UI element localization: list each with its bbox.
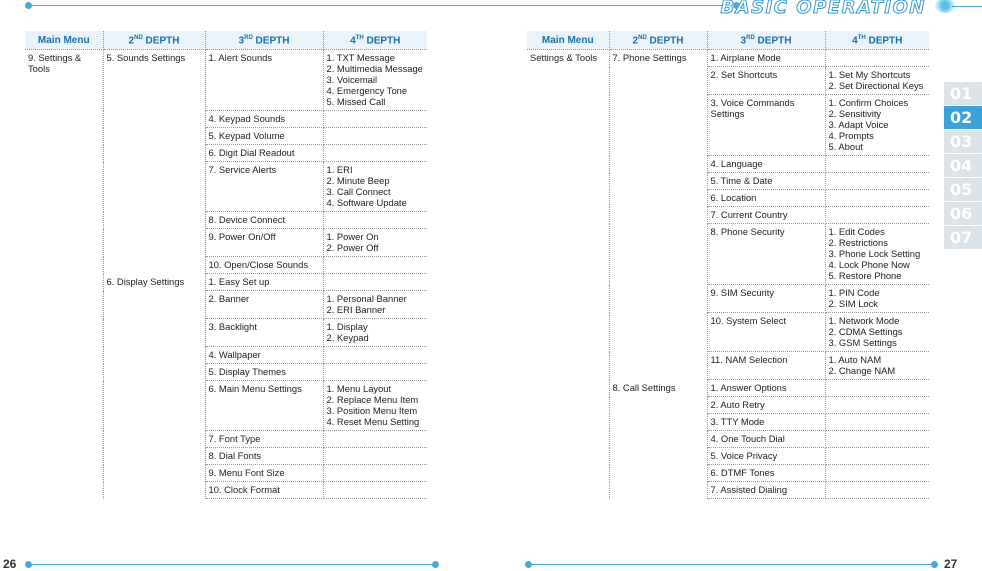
- fourth-depth-cell: [825, 313, 929, 352]
- fourth-depth-item: 3. Voicemail: [326, 74, 378, 85]
- page-number-right: 27: [944, 557, 958, 571]
- header-rule: [28, 5, 728, 6]
- second-depth-cell: 7. Phone Settings: [609, 50, 707, 380]
- menu-table-left: [25, 31, 427, 499]
- fourth-depth-cell: [323, 431, 427, 448]
- col-header-4th: 4TH DEPTH: [323, 31, 427, 50]
- fourth-depth-cell: [323, 347, 427, 364]
- fourth-depth-cell: [825, 285, 929, 313]
- fourth-depth-item: 1. Menu Layout: [326, 383, 392, 394]
- third-depth-cell: 2. Banner: [205, 291, 323, 319]
- fourth-depth-cell: [323, 291, 427, 319]
- fourth-depth-item: 1. Edit Codes: [828, 226, 885, 237]
- menu-table-right: [527, 31, 929, 499]
- chapter-tab-02[interactable]: 02: [944, 106, 982, 129]
- fourth-depth-cell: [323, 319, 427, 347]
- fourth-depth-cell: [825, 207, 929, 224]
- fourth-depth-item: 2. Replace Menu Item: [326, 394, 419, 405]
- table-header-row: [25, 31, 427, 50]
- header-dot-left: [25, 2, 32, 9]
- chapter-tab-03[interactable]: 03: [944, 130, 982, 153]
- main-menu-cell: Settings & Tools: [527, 50, 609, 499]
- fourth-depth-item: 3. Phone Lock Setting: [828, 248, 921, 259]
- third-depth-cell: 1. Easy Set up: [205, 274, 323, 291]
- third-depth-cell: 6. Main Menu Settings: [205, 381, 323, 431]
- fourth-depth-cell: [825, 431, 929, 448]
- fourth-depth-item: 1. Auto NAM: [828, 354, 882, 365]
- fourth-depth-cell: [825, 448, 929, 465]
- col-header-3rd: 3RD DEPTH: [205, 31, 323, 50]
- fourth-depth-item: 5. Missed Call: [326, 96, 386, 107]
- third-depth-cell: 4. Language: [707, 156, 825, 173]
- section-title: BASIC OPERATION: [720, 0, 926, 18]
- third-depth-cell: 7. Service Alerts: [205, 162, 323, 212]
- table-row: [25, 50, 427, 111]
- fourth-depth-item: 2. SIM Lock: [828, 298, 878, 309]
- fourth-depth-cell: [323, 257, 427, 274]
- third-depth-cell: 7. Assisted Dialing: [707, 482, 825, 499]
- fourth-depth-cell: [825, 482, 929, 499]
- fourth-depth-cell: [825, 352, 929, 380]
- fourth-depth-item: 2. CDMA Settings: [828, 326, 903, 337]
- second-depth-cell: 5. Sounds Settings: [103, 50, 205, 274]
- third-depth-cell: 5. Keypad Volume: [205, 128, 323, 145]
- third-depth-cell: 9. Menu Font Size: [205, 465, 323, 482]
- fourth-depth-item: 4. Prompts: [828, 130, 874, 141]
- fourth-depth-item: 5. About: [828, 141, 863, 152]
- third-depth-cell: 6. DTMF Tones: [707, 465, 825, 482]
- fourth-depth-item: 2. Keypad: [326, 332, 369, 343]
- fourth-depth-item: 2. Set Directional Keys: [828, 80, 924, 91]
- fourth-depth-item: 1. Confirm Choices: [828, 97, 909, 108]
- third-depth-cell: 10. System Select: [707, 313, 825, 352]
- fourth-depth-cell: [825, 397, 929, 414]
- chapter-tab-01[interactable]: 01: [944, 82, 982, 105]
- fourth-depth-cell: [825, 380, 929, 397]
- fourth-depth-item: 1. ERI: [326, 164, 353, 175]
- footer-rule-right: [528, 564, 934, 565]
- fourth-depth-cell: [323, 274, 427, 291]
- fourth-depth-item: 2. Sensitivity: [828, 108, 882, 119]
- fourth-depth-cell: [323, 482, 427, 499]
- third-depth-cell: 5. Voice Privacy: [707, 448, 825, 465]
- footer-dot: [525, 561, 532, 568]
- fourth-depth-item: 4. Emergency Tone: [326, 85, 408, 96]
- fourth-depth-item: 1. Set My Shortcuts: [828, 69, 911, 80]
- fourth-depth-item: 3. GSM Settings: [828, 337, 897, 348]
- fourth-depth-item: 1. Display: [326, 321, 368, 332]
- fourth-depth-cell: [825, 190, 929, 207]
- fourth-depth-item: 1. Network Mode: [828, 315, 900, 326]
- fourth-depth-cell: [323, 145, 427, 162]
- third-depth-cell: 3. TTY Mode: [707, 414, 825, 431]
- third-depth-cell: 5. Display Themes: [205, 364, 323, 381]
- col-header-2nd: 2ND DEPTH: [609, 31, 707, 50]
- footer-dot: [25, 561, 32, 568]
- chapter-tab-04[interactable]: 04: [944, 154, 982, 177]
- fourth-depth-cell: [825, 465, 929, 482]
- chapter-tab-06[interactable]: 06: [944, 202, 982, 225]
- fourth-depth-cell: [323, 128, 427, 145]
- third-depth-cell: 2. Auto Retry: [707, 397, 825, 414]
- third-depth-cell: 10. Clock Format: [205, 482, 323, 499]
- fourth-depth-cell: [323, 50, 427, 111]
- fourth-depth-cell: [323, 465, 427, 482]
- fourth-depth-item: 1. Personal Banner: [326, 293, 407, 304]
- third-depth-cell: 9. Power On/Off: [205, 229, 323, 257]
- fourth-depth-item: 2. Minute Beep: [326, 175, 390, 186]
- fourth-depth-cell: [323, 381, 427, 431]
- third-depth-cell: 4. Wallpaper: [205, 347, 323, 364]
- third-depth-cell: 8. Device Connect: [205, 212, 323, 229]
- third-depth-cell: 3. Backlight: [205, 319, 323, 347]
- fourth-depth-cell: [323, 212, 427, 229]
- second-depth-cell: 8. Call Settings: [609, 380, 707, 499]
- chapter-tab-05[interactable]: 05: [944, 178, 982, 201]
- fourth-depth-item: 1. Power On: [326, 231, 379, 242]
- third-depth-cell: 6. Digit Dial Readout: [205, 145, 323, 162]
- fourth-depth-cell: [323, 229, 427, 257]
- fourth-depth-item: 2. ERI Banner: [326, 304, 386, 315]
- fourth-depth-cell: [323, 111, 427, 128]
- third-depth-cell: 10. Open/Close Sounds: [205, 257, 323, 274]
- footer-dot: [432, 561, 439, 568]
- fourth-depth-cell: [825, 414, 929, 431]
- fourth-depth-cell: [825, 95, 929, 156]
- fourth-depth-item: 4. Software Update: [326, 197, 407, 208]
- table-header-row: [527, 31, 929, 50]
- fourth-depth-item: 2. Change NAM: [828, 365, 896, 376]
- footer-rule-left: [28, 564, 434, 565]
- col-header-4th: 4TH DEPTH: [825, 31, 929, 50]
- footer-dot: [931, 561, 938, 568]
- third-depth-cell: 1. Airplane Mode: [707, 50, 825, 67]
- third-depth-cell: 6. Location: [707, 190, 825, 207]
- third-depth-cell: 2. Set Shortcuts: [707, 67, 825, 95]
- page-number-left: 26: [3, 557, 17, 571]
- col-header-2nd: 2ND DEPTH: [103, 31, 205, 50]
- fourth-depth-item: 1. TXT Message: [326, 52, 395, 63]
- header-rule-tail: [952, 6, 982, 7]
- table-row: [527, 50, 929, 67]
- fourth-depth-cell: [825, 173, 929, 190]
- chapter-tab-07[interactable]: 07: [944, 226, 982, 249]
- fourth-depth-item: 2. Restrictions: [828, 237, 888, 248]
- fourth-depth-item: 4. Lock Phone Now: [828, 259, 910, 270]
- col-header-main: Main Menu: [527, 31, 609, 50]
- third-depth-cell: 8. Dial Fonts: [205, 448, 323, 465]
- fourth-depth-item: 3. Position Menu Item: [326, 405, 418, 416]
- third-depth-cell: 3. Voice Commands Settings: [707, 95, 825, 156]
- fourth-depth-cell: [323, 162, 427, 212]
- second-depth-cell: 6. Display Settings: [103, 274, 205, 499]
- fourth-depth-cell: [323, 448, 427, 465]
- fourth-depth-item: 1. PIN Code: [828, 287, 880, 298]
- chapter-tabs: [944, 82, 982, 250]
- third-depth-cell: 1. Answer Options: [707, 380, 825, 397]
- third-depth-cell: 7. Font Type: [205, 431, 323, 448]
- col-header-3rd: 3RD DEPTH: [707, 31, 825, 50]
- fourth-depth-cell: [825, 156, 929, 173]
- fourth-depth-item: 2. Power Off: [326, 242, 379, 253]
- third-depth-cell: 9. SIM Security: [707, 285, 825, 313]
- col-header-main: Main Menu: [25, 31, 103, 50]
- fourth-depth-cell: [825, 50, 929, 67]
- third-depth-cell: 4. Keypad Sounds: [205, 111, 323, 128]
- third-depth-cell: 7. Current Country: [707, 207, 825, 224]
- fourth-depth-item: 2. Multimedia Message: [326, 63, 423, 74]
- fourth-depth-cell: [825, 224, 929, 285]
- third-depth-cell: 5. Time & Date: [707, 173, 825, 190]
- fourth-depth-item: 5. Restore Phone: [828, 270, 902, 281]
- main-menu-cell: 9. Settings & Tools: [25, 50, 103, 499]
- fourth-depth-item: 4. Reset Menu Setting: [326, 416, 420, 427]
- fourth-depth-cell: [323, 364, 427, 381]
- third-depth-cell: 11. NAM Selection: [707, 352, 825, 380]
- fourth-depth-cell: [825, 67, 929, 95]
- fourth-depth-item: 3. Call Connect: [326, 186, 391, 197]
- third-depth-cell: 4. One Touch Dial: [707, 431, 825, 448]
- fourth-depth-item: 3. Adapt Voice: [828, 119, 889, 130]
- third-depth-cell: 8. Phone Security: [707, 224, 825, 285]
- third-depth-cell: 1. Alert Sounds: [205, 50, 323, 111]
